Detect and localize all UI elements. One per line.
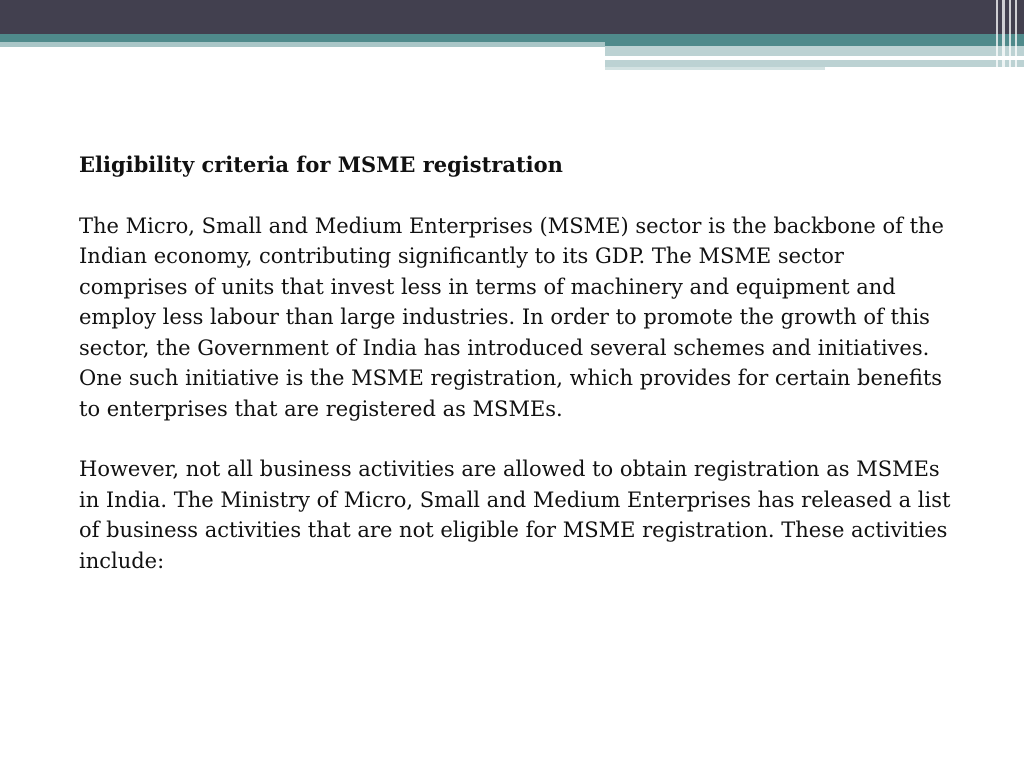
slide-content [79,150,959,606]
header-vertical-lines [994,0,1024,70]
header-stripe [605,60,1024,67]
header-teal-band-light [0,42,605,47]
slide-paragraph: The Micro, Small and Medium Enterprises (MSME) sector is the backbone of the Indian economy, contributing significantly to its GDP. The MSME sector comprises of units that invest less in terms of machinery and equipment and employ less labour than large industries. In order to promote the growth of this sector, the Government of India has introduced several schemes and initiatives. One such initiative is the MSME registration, which provides for certain benefits to enterprises that are registered as MSMEs. [79,213,944,421]
slide-paragraph: However, not all business activities are allowed to obtain registration as MSMEs in India. The Ministry of Micro, Small and Medium Enterprises has released a list of business activities that are not eligible for MSME registration. These activities include: [79,457,951,573]
header-stripe [605,46,1024,56]
header-stripe [605,67,825,70]
slide-title: Eligibility criteria for MSME registration [79,152,563,177]
header-stripe [605,56,948,59]
header-bar [0,0,1024,34]
